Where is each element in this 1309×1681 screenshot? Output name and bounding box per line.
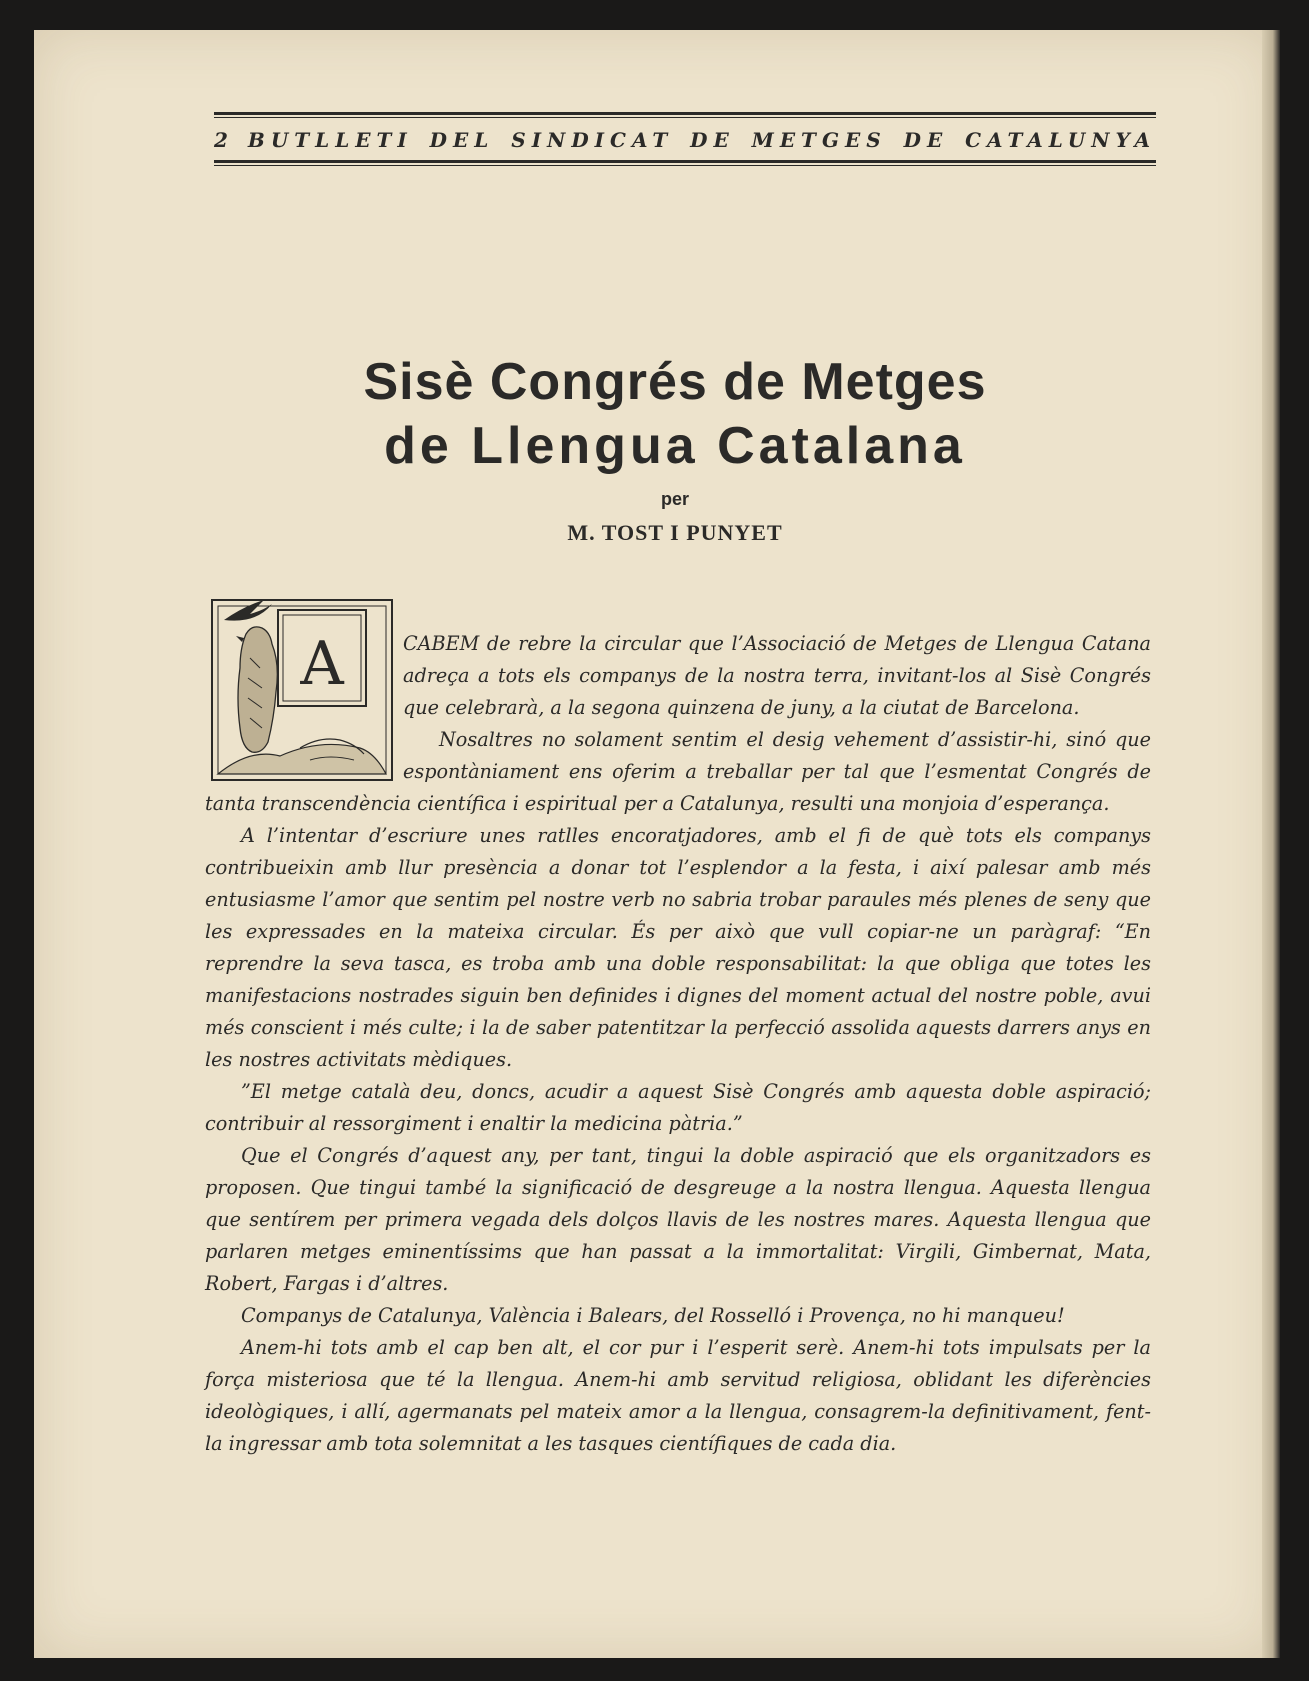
paragraph-5: Que el Congrés d’aquest any, per tant, tingui la doble aspiració que els organitzadors es proposen. Que tingui també la significació de desgreuge a la nostra llengua. Aquesta llengua que sentírem per primera vegada dels dolços llavis de les nostres mares. Aquesta llengua que parlaren metges eminentíssims que han passat a la immortalitat: Virgili, Gimbernat, Mata, Robert, Fargas i d’altres. — [205, 1144, 1151, 1295]
header-rule-bottom — [214, 160, 1156, 163]
title-line-2: de Llengua Catalana — [384, 417, 966, 475]
paragraph-2: Nosaltres no solament sentim el desig vehement d’assistir-hi, sinó que espontàniament ens oferim a treballar per tal que l’esmentat Congrés de tanta transcendència científica i espiritual per a Catalunya, resulti una monjoia d’esperança. — [205, 728, 1151, 815]
running-head-text — [214, 118, 1156, 160]
author-name: M. TOST I PUNYET — [567, 520, 783, 545]
header-rule-bottom-thin — [214, 165, 1156, 166]
byline-prefix: per — [660, 489, 689, 509]
paragraph-3: A l’intentar d’escriure unes ratlles encoratjadores, amb el fi de què tots els companys contribueixin amb llur presència a donar tot l’esplendor a la festa, i així palesar amb més entusiasme l’amor que sentim pel nostre verb no sabria trobar paraules més plenes de seny que les expressades en la mateixa circular. És per això que vull copiar-ne un paràgraf: “En reprendre la seva tasca, es troba amb una doble responsabilitat: la que obliga que totes les manifestacions nostrades siguin ben definides i dignes del moment actual del nostre poble, avui més conscient i més culte; i la de saber patentitzar la perfecció assolida aquests darrers anys en les nostres activitats mèdiques. — [205, 824, 1151, 1071]
paragraph-7: Anem-hi tots amb el cap ben alt, el cor pur i l’esperit serè. Anem-hi tots impulsats per la força misteriosa que té la llengua. Anem-hi amb servitud religiosa, oblidant les diferències ideològiques, i allí, agermanats pel mateix amor a la llengua, consagrem-la definitivament, fent-la ingressar amb tota solemnitat a les tasques científiques de cada dia. — [205, 1336, 1151, 1455]
paragraph-6: Companys de Catalunya, València i Balears, del Rosselló i Provença, no hi manqueu! — [241, 1304, 1065, 1327]
page-edge — [1262, 30, 1280, 1658]
article-title — [200, 350, 1150, 478]
journal-title: BUTLLETI DEL SINDICAT DE METGES DE CATALUNYA — [247, 128, 1156, 152]
drop-cap-letter: A — [300, 629, 344, 699]
paragraph-1-text: CABEM de rebre la circular que l’Associació de Metges de Llengua Catana adreça a tots els companys de la nostra terra, invitant-los al Sisè Congrés que celebrarà, a la segona quinzena de juny, a la ciutat de Barcelona. — [403, 632, 1151, 719]
page-number: 2 — [214, 128, 228, 152]
paragraph-4: ”El metge català deu, doncs, acudir a aquest Sisè Congrés amb aquesta doble aspiració; contribuir al ressorgiment i enaltir la medicina pàtria.” — [205, 1080, 1151, 1135]
article-body — [205, 628, 1151, 1460]
header-rule-top — [214, 112, 1156, 115]
paragraph-1 — [205, 628, 1151, 724]
title-line-1: Sisè Congrés de Metges — [363, 353, 987, 411]
running-head — [214, 112, 1156, 166]
